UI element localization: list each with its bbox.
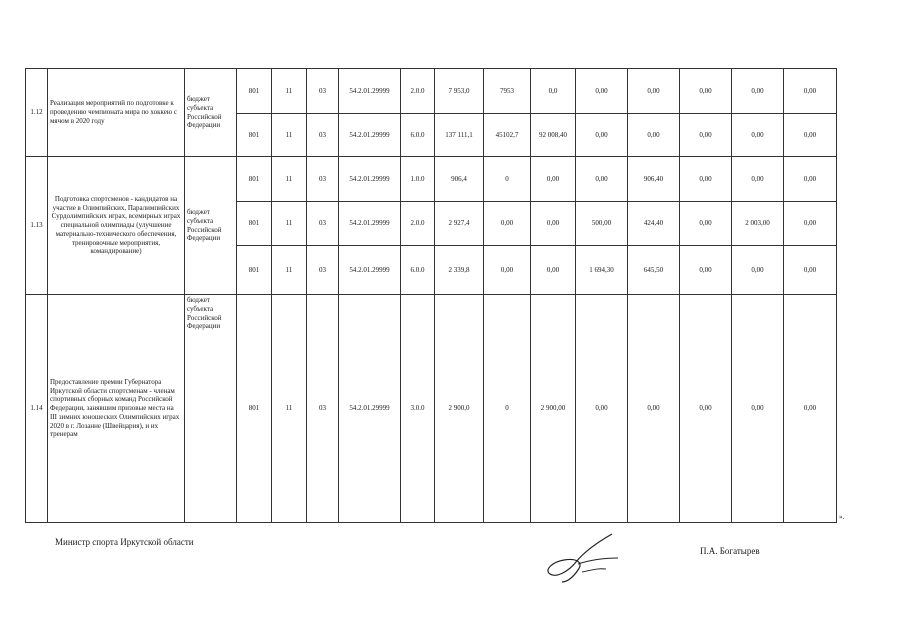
table-cell: 92 008,40 bbox=[531, 114, 576, 157]
table-cell: 801 bbox=[237, 69, 272, 114]
table-cell: 500,00 bbox=[576, 202, 628, 246]
table-cell: 1 694,30 bbox=[576, 246, 628, 295]
table-cell: 2.0.0 bbox=[401, 202, 435, 246]
row-number: 1.12 bbox=[26, 69, 48, 157]
table-cell: 54.2.01.29999 bbox=[339, 69, 401, 114]
table-cell: 0,00 bbox=[576, 295, 628, 523]
table-cell: 424,40 bbox=[628, 202, 680, 246]
table-cell: 03 bbox=[307, 69, 339, 114]
table-cell: 0,00 bbox=[576, 157, 628, 202]
table-cell: 137 111,1 bbox=[435, 114, 484, 157]
row-number: 1.14 bbox=[26, 295, 48, 523]
table-cell: 11 bbox=[272, 69, 307, 114]
table-cell: 0,00 bbox=[732, 114, 784, 157]
table-cell: 0,00 bbox=[732, 246, 784, 295]
table-cell: 0,00 bbox=[732, 157, 784, 202]
table-cell: 11 bbox=[272, 246, 307, 295]
table-cell: 03 bbox=[307, 295, 339, 523]
table-cell: 645,50 bbox=[628, 246, 680, 295]
table-cell: 0,00 bbox=[784, 114, 837, 157]
table-cell: 45102,7 bbox=[484, 114, 531, 157]
table-cell: 0,00 bbox=[680, 69, 732, 114]
table-cell: 0,00 bbox=[628, 114, 680, 157]
table-cell: 0,00 bbox=[732, 69, 784, 114]
table-cell: 0,00 bbox=[680, 202, 732, 246]
activity-name: Реализация мероприятий по подготовке к проведению чемпионата мира по хоккею с мячом в 2020 году bbox=[48, 69, 185, 157]
table-cell: 11 bbox=[272, 295, 307, 523]
table-cell: 2 900,0 bbox=[435, 295, 484, 523]
table-cell: 0,00 bbox=[680, 157, 732, 202]
table-row bbox=[26, 295, 837, 523]
funding-source: бюджет субъекта Российской Федерации bbox=[185, 157, 237, 295]
table-cell: 0,00 bbox=[484, 246, 531, 295]
table-cell: 2 003,00 bbox=[732, 202, 784, 246]
table-cell: 801 bbox=[237, 295, 272, 523]
funding-source: бюджет субъекта Российской Федерации bbox=[185, 295, 237, 523]
table-cell: 03 bbox=[307, 246, 339, 295]
table-cell: 2 339,8 bbox=[435, 246, 484, 295]
table-cell: 54.2.01.29999 bbox=[339, 295, 401, 523]
table-cell: 906,40 bbox=[628, 157, 680, 202]
activity-name: Предоставление премии Губернатора Иркутской области спортсменам - членам спортивных сборных команд Российской Федерации, занявшим призовые места на III зимних юношеских Олимпийских играх 2020 в г. Лозанне (Швейцария), и их тренерам bbox=[48, 295, 185, 523]
table-cell: 03 bbox=[307, 114, 339, 157]
table-cell: 54.2.01.29999 bbox=[339, 114, 401, 157]
table-cell: 11 bbox=[272, 157, 307, 202]
table-cell: 0,00 bbox=[531, 157, 576, 202]
table-cell: 0,00 bbox=[680, 295, 732, 523]
table-row bbox=[26, 69, 837, 114]
table-cell: 54.2.01.29999 bbox=[339, 246, 401, 295]
table-cell: 801 bbox=[237, 114, 272, 157]
activity-name: Подготовка спортсменов - кандидатов на участие в Олимпийских, Паралимпийских Сурдолимпийских играх, всемирных играх специальной олимпиады (улучшение материально-технического обеспечения, тренировочные мероприятия, командирование) bbox=[48, 157, 185, 295]
table-cell: 0,00 bbox=[784, 295, 837, 523]
table-cell: 0,00 bbox=[484, 202, 531, 246]
minister-title: Министр спорта Иркутской области bbox=[55, 537, 194, 547]
table-cell: 0,00 bbox=[732, 295, 784, 523]
table-cell: 0,0 bbox=[531, 69, 576, 114]
table-cell: 03 bbox=[307, 157, 339, 202]
table-cell: 0,00 bbox=[531, 246, 576, 295]
table-cell: 0,00 bbox=[784, 157, 837, 202]
table-cell: 801 bbox=[237, 246, 272, 295]
table-cell: 0 bbox=[484, 295, 531, 523]
table-cell: 6.0.0 bbox=[401, 114, 435, 157]
table-cell: 0,00 bbox=[628, 69, 680, 114]
table-cell: 7 953,0 bbox=[435, 69, 484, 114]
closing-quote-mark: ». bbox=[839, 513, 845, 521]
table-row bbox=[26, 157, 837, 202]
table-cell: 2 900,00 bbox=[531, 295, 576, 523]
table-cell: 54.2.01.29999 bbox=[339, 202, 401, 246]
row-number: 1.13 bbox=[26, 157, 48, 295]
budget-table bbox=[25, 68, 837, 523]
table-cell: 0,00 bbox=[531, 202, 576, 246]
table-cell: 906,4 bbox=[435, 157, 484, 202]
funding-source: бюджет субъекта Российской Федерации bbox=[185, 69, 237, 157]
table-cell: 0 bbox=[484, 157, 531, 202]
table-cell: 03 bbox=[307, 202, 339, 246]
table-cell: 11 bbox=[272, 114, 307, 157]
table-cell: 3.0.0 bbox=[401, 295, 435, 523]
table-cell: 801 bbox=[237, 202, 272, 246]
table-cell: 0,00 bbox=[784, 246, 837, 295]
table-cell: 0,00 bbox=[784, 202, 837, 246]
table-cell: 0,00 bbox=[784, 69, 837, 114]
table-cell: 0,00 bbox=[628, 295, 680, 523]
table-cell: 6.0.0 bbox=[401, 246, 435, 295]
signature-image bbox=[538, 528, 630, 586]
table-cell: 0,00 bbox=[680, 114, 732, 157]
signer-name: П.А. Богатырев bbox=[700, 546, 760, 556]
table-cell: 54.2.01.29999 bbox=[339, 157, 401, 202]
table-cell: 2.0.0 bbox=[401, 69, 435, 114]
table-cell: 0,00 bbox=[680, 246, 732, 295]
table-cell: 1.0.0 bbox=[401, 157, 435, 202]
table-cell: 801 bbox=[237, 157, 272, 202]
table-cell: 2 927,4 bbox=[435, 202, 484, 246]
table-cell: 0,00 bbox=[576, 69, 628, 114]
table-cell: 11 bbox=[272, 202, 307, 246]
table-cell: 7953 bbox=[484, 69, 531, 114]
table-cell: 0,00 bbox=[576, 114, 628, 157]
